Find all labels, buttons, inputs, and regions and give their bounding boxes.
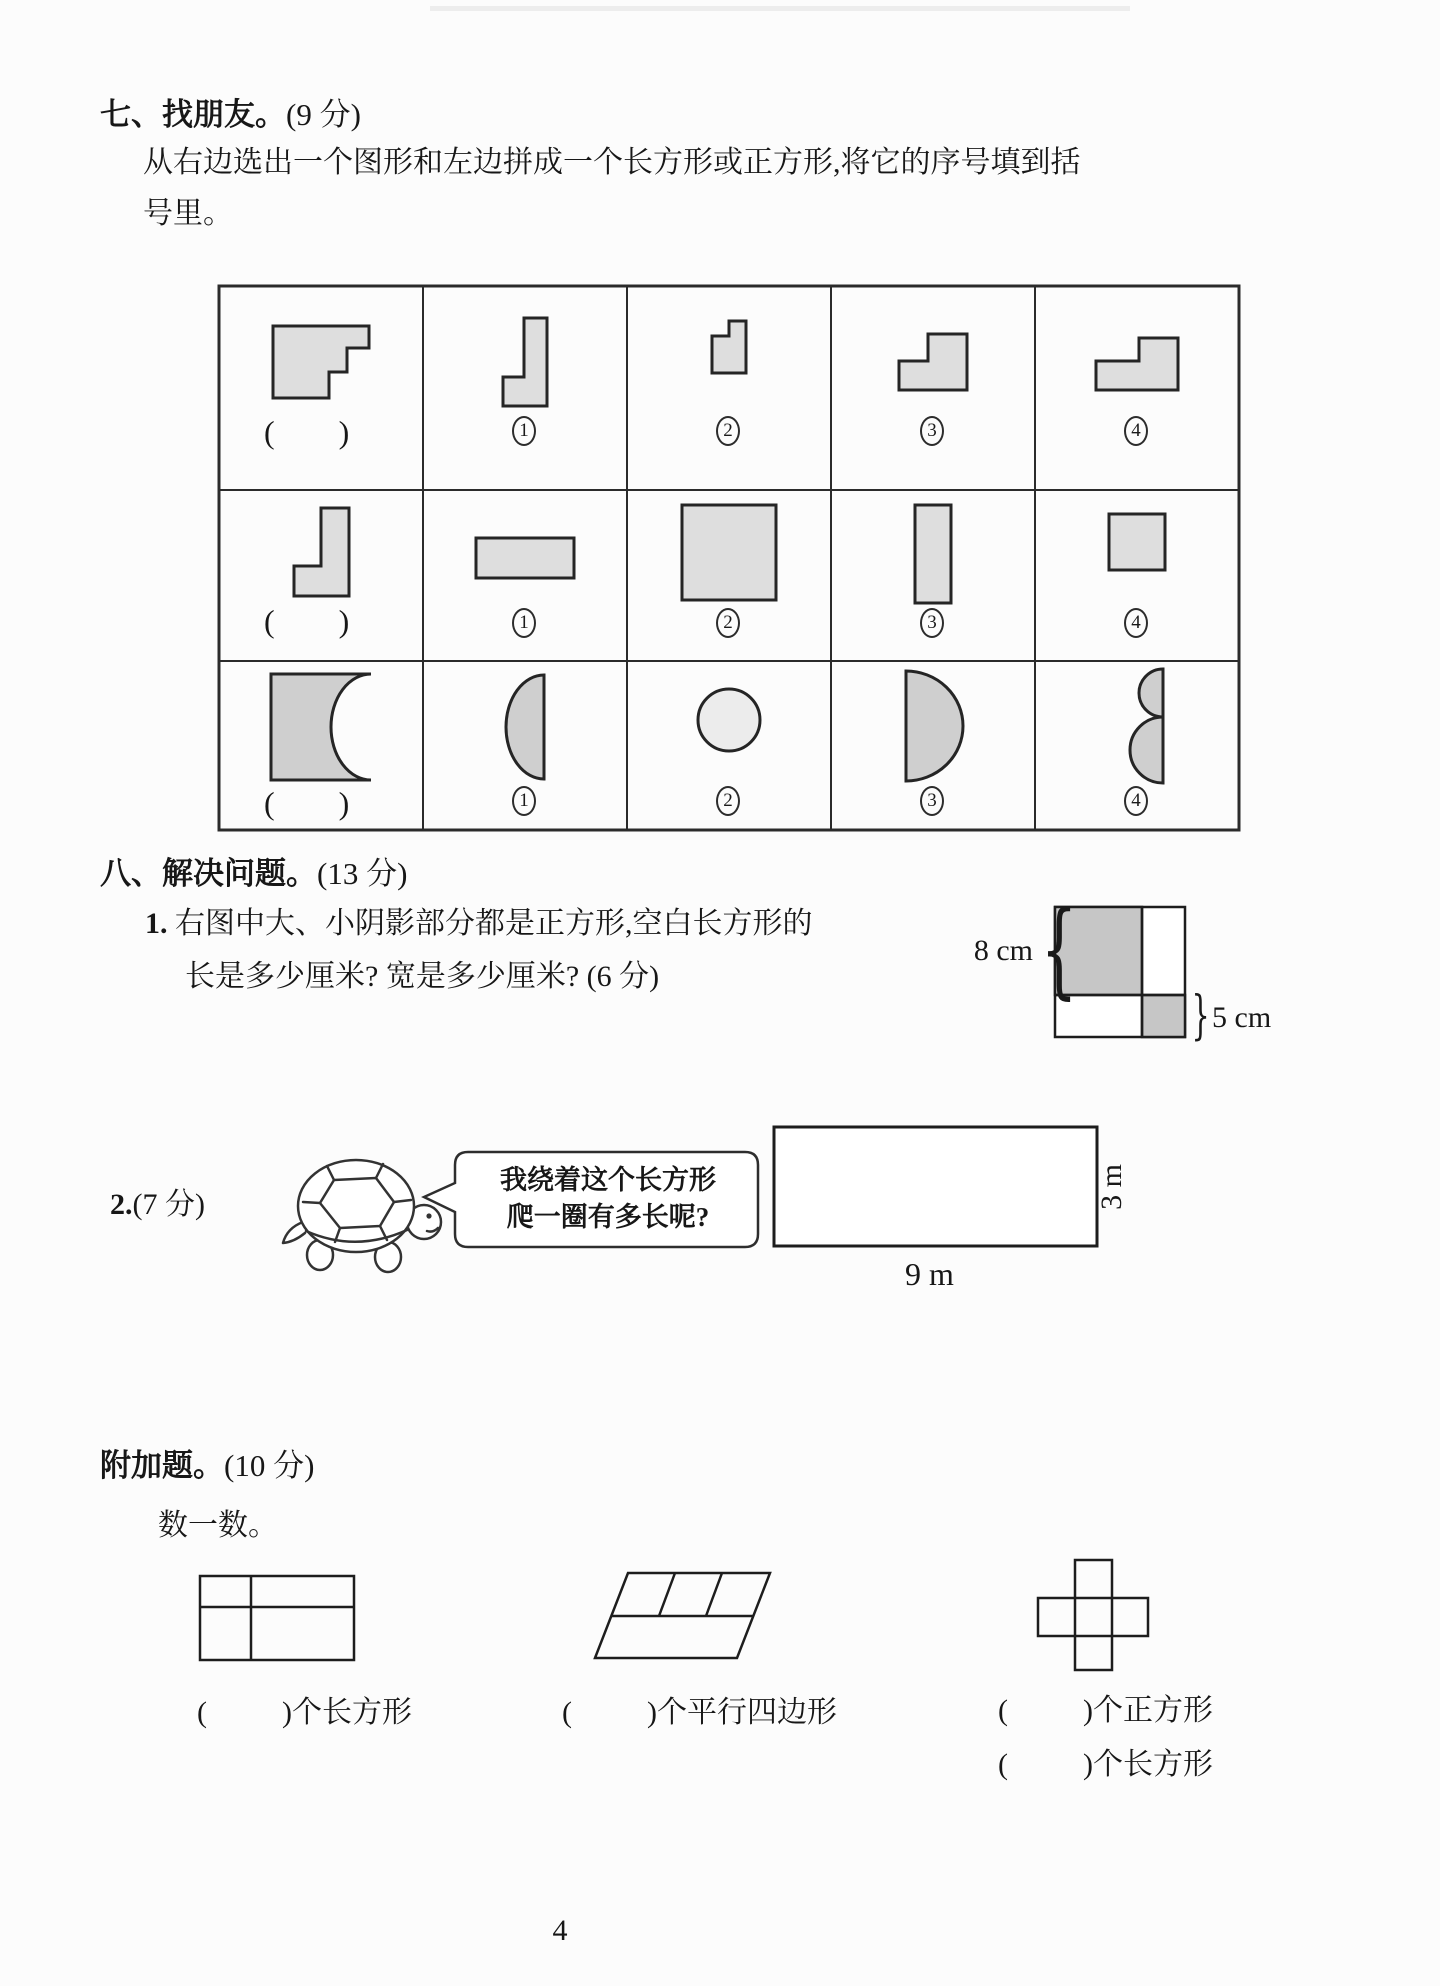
bonus-title-score: (10 分): [224, 1448, 315, 1483]
circled-number-r3-2: 2: [716, 786, 740, 816]
answer-blank-row3[interactable]: ( ): [264, 785, 350, 821]
bonus-caption-squares[interactable]: ( )个正方形: [998, 1694, 1213, 1727]
circled-number-r2-2: 2: [716, 608, 740, 638]
turtle-illustration: [283, 1160, 441, 1272]
p1-text1: 右图中大、小阴影部分都是正方形,空白长方形的: [175, 907, 813, 940]
turtle-eye: [426, 1213, 431, 1218]
p1-dim-5cm: 5 cm: [1212, 1001, 1272, 1034]
p2-number: 2.: [110, 1188, 133, 1221]
bonus-title-main: 附加题。: [100, 1448, 224, 1483]
shape-option3-tall-rect: [915, 505, 951, 603]
bonus-caption-parallelograms[interactable]: ( )个平行四边形: [562, 1696, 837, 1729]
section8-title: [100, 855, 407, 894]
circled-number-r1-1: 1: [512, 416, 536, 446]
p1-small-shaded-square: [1142, 995, 1185, 1037]
shape-option2-square: [682, 505, 776, 600]
p2-rectangle: [774, 1127, 1097, 1246]
bonus-figure-parallelogram: [595, 1573, 770, 1658]
section7-title-main: 七、找朋友。: [100, 97, 286, 132]
shape-option2-small-step: [712, 321, 746, 373]
bubble-line1: 我绕着这个长方形: [500, 1165, 716, 1195]
grid-row3-shapes: [271, 669, 1163, 783]
p1-number: 1.: [145, 907, 168, 940]
circled-number-r3-1: 1: [512, 786, 536, 816]
shape-option3-corner-step: [899, 334, 967, 390]
p1-line1: [145, 905, 813, 943]
bonus-figure-cross: [1038, 1560, 1148, 1670]
circled-number-r1-4: 4: [1124, 416, 1148, 446]
shape-option2-circle: [698, 689, 760, 751]
circled-number-r2-4: 4: [1124, 608, 1148, 638]
shape-target-l: [294, 508, 349, 596]
scan-artifact: [430, 6, 1130, 11]
shape-option3-right-semicircle: [906, 671, 963, 781]
section7-title-score: (9 分): [286, 97, 361, 132]
bubble-line2: 爬一圈有多长呢?: [506, 1202, 710, 1232]
section7-title: [100, 96, 361, 135]
p2-score: (7 分): [132, 1188, 205, 1221]
bonus-title: [100, 1447, 314, 1486]
circled-number-r2-3: 3: [920, 608, 944, 638]
bonus-subtitle: 数一数。: [158, 1509, 278, 1542]
p1-brace-right: }: [1191, 986, 1210, 1046]
turtle-shell: [298, 1160, 414, 1252]
shape-option4-wide-step: [1096, 338, 1178, 390]
circled-number-r3-3: 3: [920, 786, 944, 816]
shape-option4-double-semicircle: [1130, 669, 1163, 783]
p2-dim-3m: 3 m: [1095, 1164, 1128, 1210]
shape-option4-small-square: [1109, 514, 1165, 570]
bonus-figure-rectangles: [200, 1576, 354, 1660]
answer-blank-row2[interactable]: ( ): [264, 603, 350, 639]
p1-line2: 长是多少厘米? 宽是多少厘米? (6 分): [185, 960, 660, 993]
page-number: 4: [552, 1914, 568, 1947]
shape-target-staircase: [273, 326, 369, 398]
section8-title-main: 八、解决问题。: [100, 856, 317, 891]
circled-number-r1-3: 3: [920, 416, 944, 446]
circled-number-r2-1: 1: [512, 608, 536, 638]
p1-brace-left: {: [1040, 888, 1078, 1010]
circled-number-r1-2: 2: [716, 416, 740, 446]
section8-title-score: (13 分): [317, 856, 408, 891]
bonus-caption-rectangles-2[interactable]: ( )个长方形: [998, 1748, 1213, 1781]
p1-dim-8cm: 8 cm: [973, 934, 1033, 967]
p2-label: [110, 1186, 205, 1224]
answer-blank-row1[interactable]: ( ): [264, 414, 350, 450]
section7-instruction-1: 从右边选出一个图形和左边拼成一个长方形或正方形,将它的序号填到括: [143, 146, 1081, 179]
grid-row1-shapes: [273, 318, 1178, 406]
shape-option1-vertical-l: [503, 318, 547, 406]
circled-number-r3-4: 4: [1124, 786, 1148, 816]
speech-bubble-text: [462, 1157, 754, 1241]
bonus-caption-rectangles[interactable]: ( )个长方形: [197, 1696, 412, 1729]
shape-target-square-notch: [271, 674, 371, 780]
shape-option1-left-semicircle: [506, 675, 544, 779]
shape-option1-rect: [476, 538, 574, 578]
p2-dim-9m: 9 m: [905, 1256, 954, 1292]
section7-instruction-2: 号里。: [143, 197, 233, 230]
